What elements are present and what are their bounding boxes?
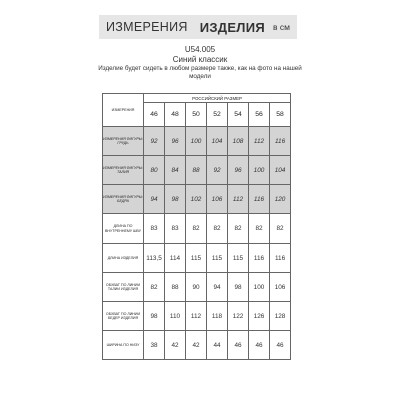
cell-value: 82 bbox=[270, 214, 291, 244]
cell-value: 94 bbox=[144, 185, 165, 214]
cell-value: 110 bbox=[165, 302, 186, 331]
cell-value: 96 bbox=[228, 156, 249, 185]
header-measurements-word: ИЗМЕРЕНИЯ bbox=[105, 20, 188, 34]
cell-value: 82 bbox=[186, 214, 207, 244]
cell-value: 96 bbox=[165, 127, 186, 156]
cell-value: 104 bbox=[270, 156, 291, 185]
header-banner bbox=[99, 15, 297, 39]
cell-value: 82 bbox=[144, 273, 165, 302]
size-header: 56 bbox=[249, 103, 270, 127]
cell-value: 102 bbox=[186, 185, 207, 214]
row-label: ИЗМЕРЕНИЯ ФИГУРЫ: ГРУДЬ bbox=[103, 127, 144, 156]
cell-value: 100 bbox=[249, 273, 270, 302]
cell-value: 98 bbox=[165, 185, 186, 214]
row-label: ОБХВАТ ПО ЛИНИИ ТАЛИИ ИЗДЕЛИЯ bbox=[103, 273, 144, 302]
cell-value: 106 bbox=[270, 273, 291, 302]
table-header-row bbox=[103, 94, 291, 103]
cell-value: 88 bbox=[186, 156, 207, 185]
cell-value: 118 bbox=[207, 302, 228, 331]
cell-value: 80 bbox=[144, 156, 165, 185]
cell-value: 104 bbox=[207, 127, 228, 156]
table-row bbox=[103, 331, 291, 360]
cell-value: 98 bbox=[228, 273, 249, 302]
size-header: 58 bbox=[270, 103, 291, 127]
row-label: ОБХВАТ ПО ЛИНИИ БЕДЕР ИЗДЕЛИЯ bbox=[103, 302, 144, 331]
cell-value: 126 bbox=[249, 302, 270, 331]
cell-value: 116 bbox=[249, 185, 270, 214]
cell-value: 42 bbox=[165, 331, 186, 360]
product-model-name: Синий классик bbox=[172, 55, 228, 64]
cell-value: 115 bbox=[228, 244, 249, 273]
table-row bbox=[103, 244, 291, 273]
cell-value: 100 bbox=[249, 156, 270, 185]
cell-value: 115 bbox=[186, 244, 207, 273]
cell-value: 112 bbox=[249, 127, 270, 156]
size-header: 52 bbox=[207, 103, 228, 127]
size-chart-table bbox=[102, 93, 291, 360]
row-label: ИЗМЕРЕНИЯ ФИГУРЫ: БЕДРА bbox=[103, 185, 144, 214]
row-label: ДЛИНА ПО ВНУТРЕННЕМУ ШВУ bbox=[103, 214, 144, 244]
table-row bbox=[103, 185, 291, 214]
table-row bbox=[103, 214, 291, 244]
cell-value: 112 bbox=[186, 302, 207, 331]
cell-value: 42 bbox=[186, 331, 207, 360]
cell-value: 83 bbox=[144, 214, 165, 244]
cell-value: 115 bbox=[207, 244, 228, 273]
cell-value: 46 bbox=[249, 331, 270, 360]
header-unit: в см bbox=[273, 22, 291, 32]
cell-value: 38 bbox=[144, 331, 165, 360]
cell-value: 88 bbox=[165, 273, 186, 302]
cell-value: 98 bbox=[144, 302, 165, 331]
cell-value: 82 bbox=[249, 214, 270, 244]
cell-value: 46 bbox=[270, 331, 291, 360]
size-header: 48 bbox=[165, 103, 186, 127]
table-row bbox=[103, 302, 291, 331]
table-row bbox=[103, 156, 291, 185]
cell-value: 92 bbox=[144, 127, 165, 156]
cell-value: 116 bbox=[249, 244, 270, 273]
cell-value: 122 bbox=[228, 302, 249, 331]
cell-value: 113,5 bbox=[144, 244, 165, 273]
product-article: U54.005 bbox=[184, 45, 216, 54]
row-label: ДЛИНА ИЗДЕЛИЯ bbox=[103, 244, 144, 273]
size-header: 50 bbox=[186, 103, 207, 127]
cell-value: 82 bbox=[228, 214, 249, 244]
cell-value: 44 bbox=[207, 331, 228, 360]
cell-value: 84 bbox=[165, 156, 186, 185]
corner-label: ИЗМЕРЕНИЯ bbox=[103, 94, 144, 127]
cell-value: 90 bbox=[186, 273, 207, 302]
cell-value: 82 bbox=[207, 214, 228, 244]
row-label: ИЗМЕРЕНИЯ ФИГУРЫ: ТАЛИЯ bbox=[103, 156, 144, 185]
cell-value: 116 bbox=[270, 244, 291, 273]
size-header: 54 bbox=[228, 103, 249, 127]
cell-value: 120 bbox=[270, 185, 291, 214]
size-header: 46 bbox=[144, 103, 165, 127]
size-group-label: РОССИЙСКИЙ РАЗМЕР bbox=[144, 94, 291, 103]
cell-value: 94 bbox=[207, 273, 228, 302]
cell-value: 112 bbox=[228, 185, 249, 214]
fit-note: Изделие будет сидеть в любом размере также, как на фото на нашей модели bbox=[98, 65, 302, 80]
cell-value: 114 bbox=[165, 244, 186, 273]
cell-value: 83 bbox=[165, 214, 186, 244]
row-label: ШИРИНА ПО НИЗУ bbox=[103, 331, 144, 360]
cell-value: 116 bbox=[270, 127, 291, 156]
table-row bbox=[103, 273, 291, 302]
cell-value: 128 bbox=[270, 302, 291, 331]
header-garment-word: ИЗДЕЛИЯ bbox=[199, 19, 266, 35]
cell-value: 46 bbox=[228, 331, 249, 360]
table-row bbox=[103, 127, 291, 156]
cell-value: 108 bbox=[228, 127, 249, 156]
cell-value: 106 bbox=[207, 185, 228, 214]
cell-value: 92 bbox=[207, 156, 228, 185]
cell-value: 100 bbox=[186, 127, 207, 156]
